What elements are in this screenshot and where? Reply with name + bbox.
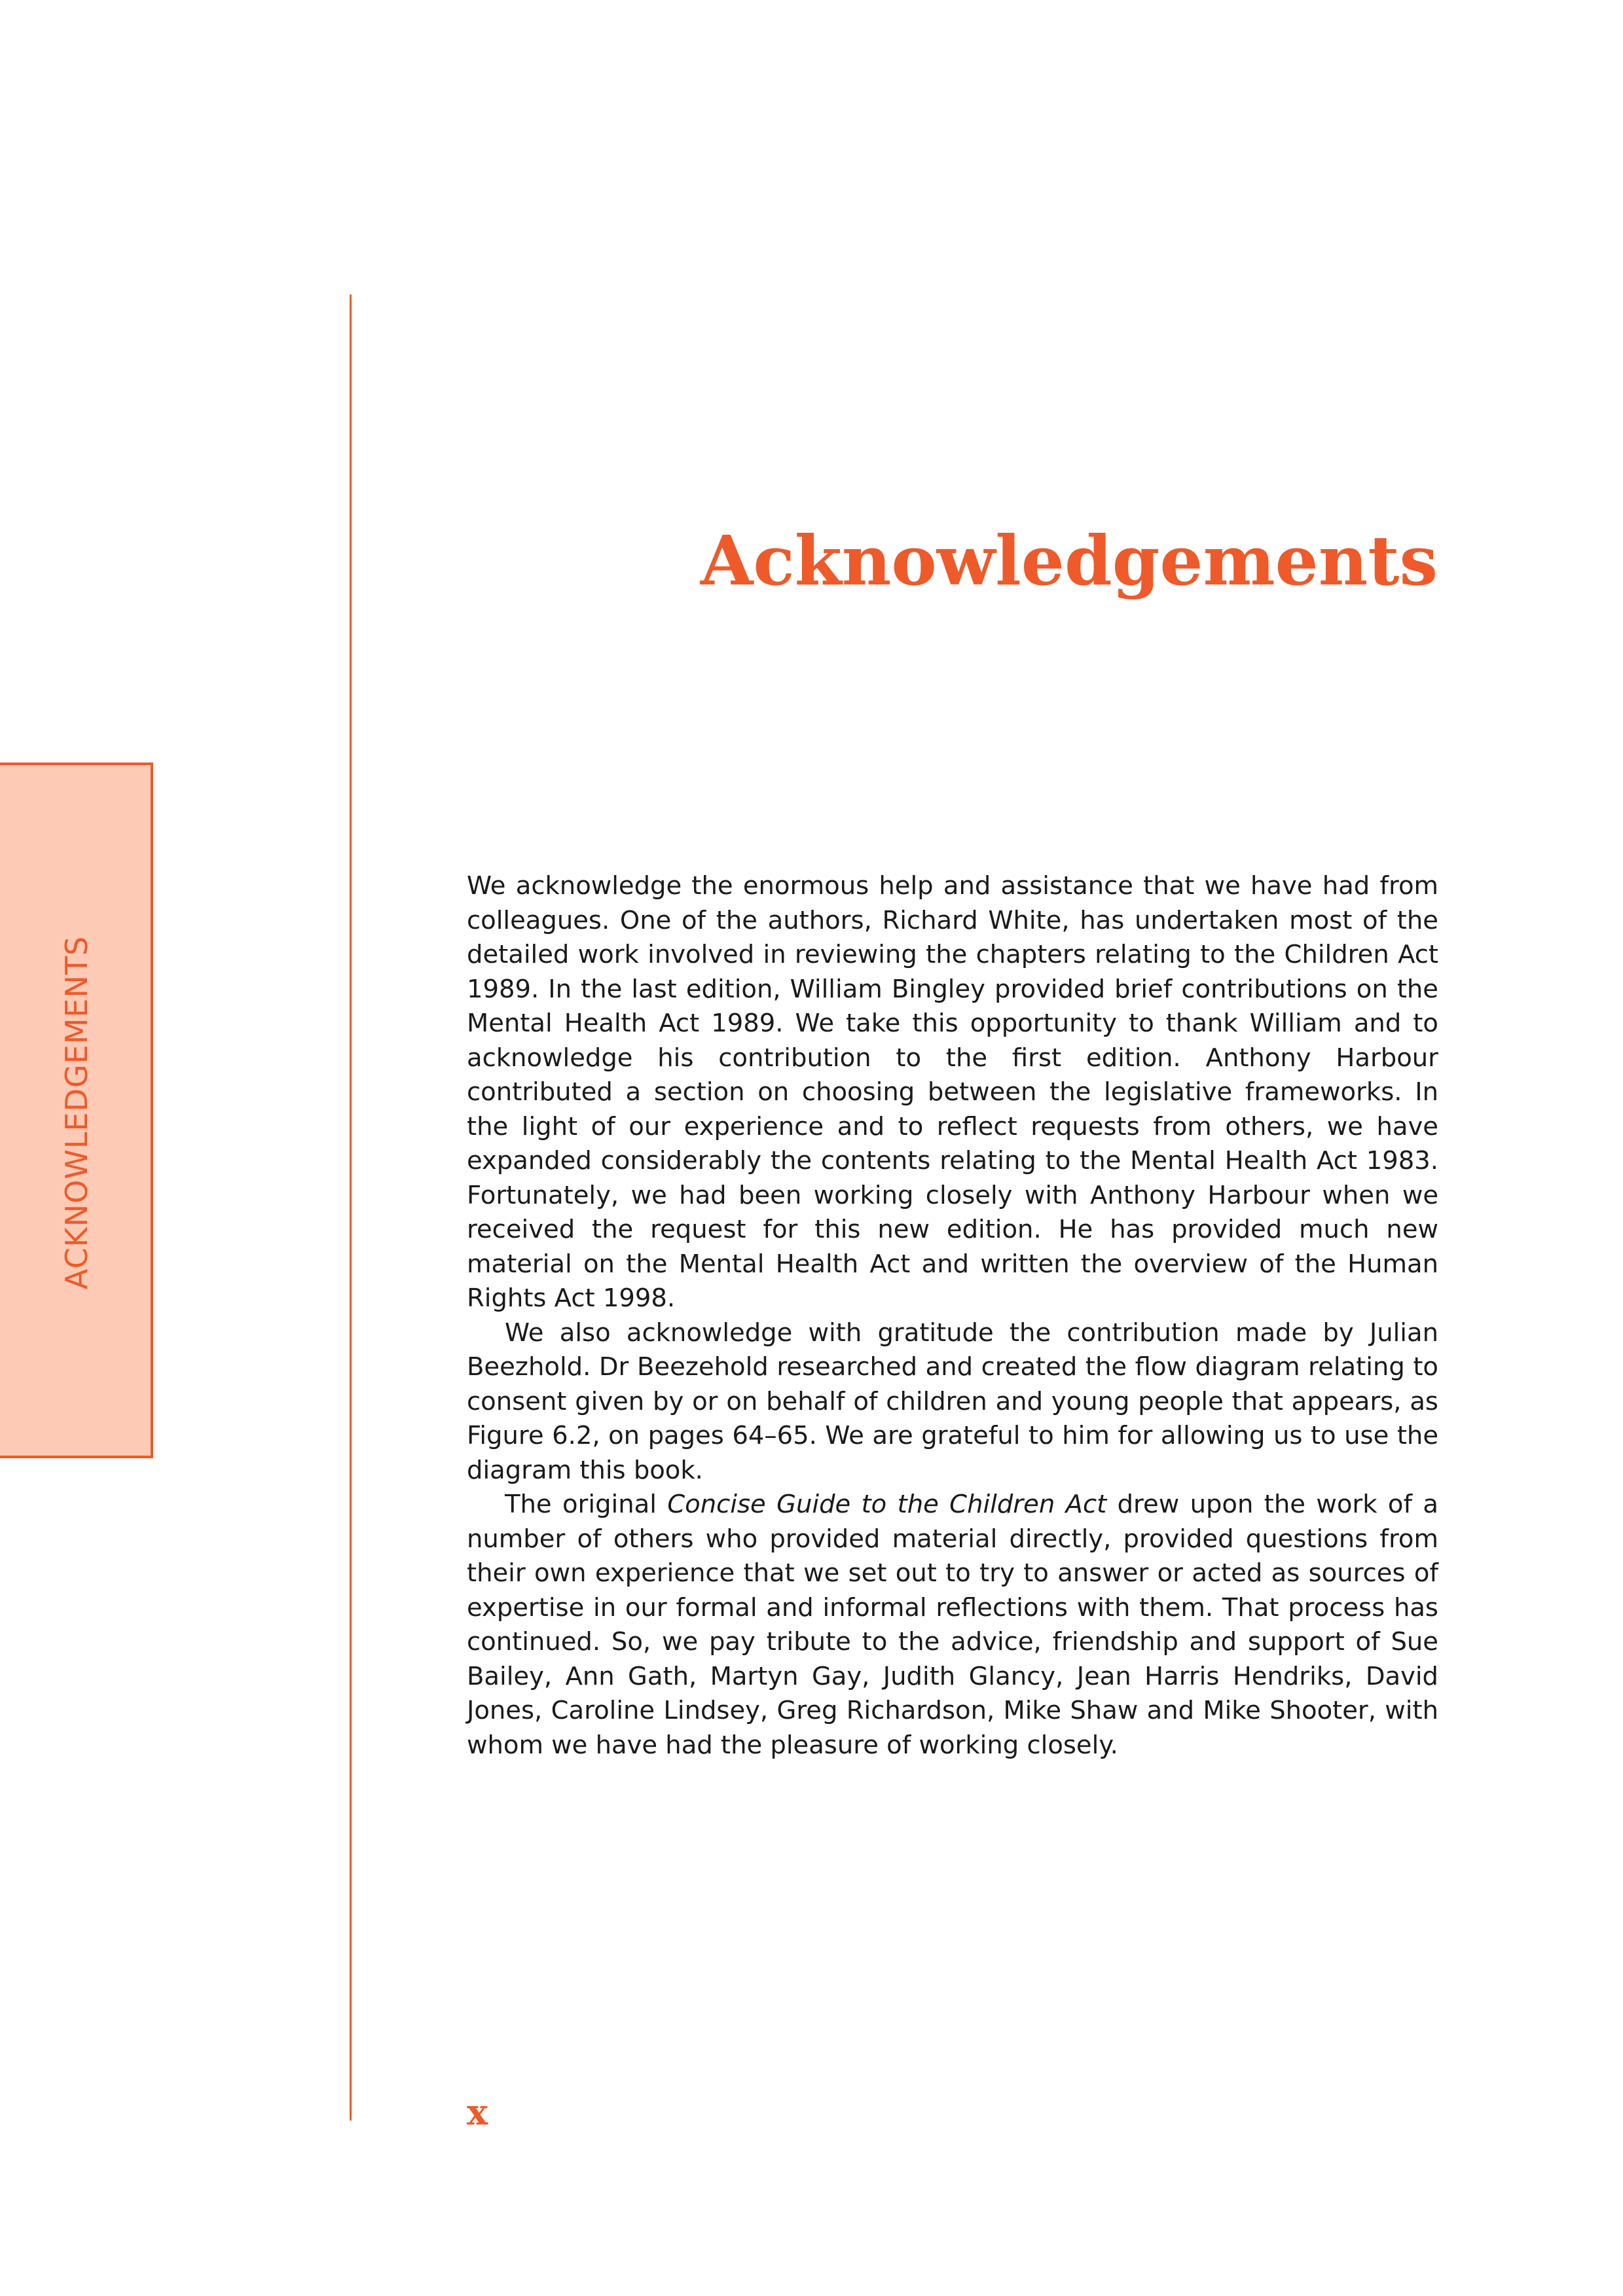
side-tab-label: ACKNOWLEDGEMENTS [59, 935, 94, 1290]
paragraph-3-lead: The original [505, 1490, 668, 1519]
margin-rule [350, 295, 352, 2121]
book-title-italic: Concise Guide to the Children Act [667, 1490, 1107, 1519]
paragraph-3-rest: drew upon the work of a number of others who provided material directly, provided questions from their own experience that we set out to try to answer or acted as sources of expertise in our formal and informal reflections with them. That process has continued. So, we pay tribute to the advice, friendship and support of Sue Bailey, Ann Gath, Martyn Gay, Judith Glancy, Jean Harris Hendriks, David Jones, Caroline Lindsey, Greg Richardson, Mike Shaw and Mike Shooter, with whom we have had the pleasure of working closely. [467, 1490, 1438, 1760]
paragraph-1: We acknowledge the enormous help and assistance that we have had from colleagues. One of the authors, Richard White, has undertaken most of the detailed work involved in reviewing the chapters relating to the Children Act 1989. In the last edition, William Bingley provided brief contributions on the Mental Health Act 1989. We take this opportunity to thank William and to acknowledge his contribution to the first edition. Anthony Harbour contributed a section on choosing between the legislative frameworks. In the light of our experience and to reflect requests from others, we have expanded considerably the contents relating to the Mental Health Act 1983. Fortunately, we had been working closely with Anthony Harbour when we received the request for this new edition. He has provided much new material on the Mental Health Act and written the overview of the Human Rights Act 1998. [467, 871, 1438, 1313]
body-text [467, 869, 1438, 1763]
section-side-tab [0, 762, 153, 1458]
paragraph-2: We also acknowledge with gratitude the contribution made by Julian Beezhold. Dr Beezehold researched and created the flow diagram relating to consent given by or on behalf of children and young people that appears, as Figure 6.2, on pages 64–65. We are grateful to him for allowing us to use the diagram this book. [467, 1318, 1438, 1485]
chapter-title: Acknowledgements [700, 520, 1438, 601]
paragraph-3 [467, 1488, 1438, 1763]
page-number: x [467, 2091, 488, 2133]
